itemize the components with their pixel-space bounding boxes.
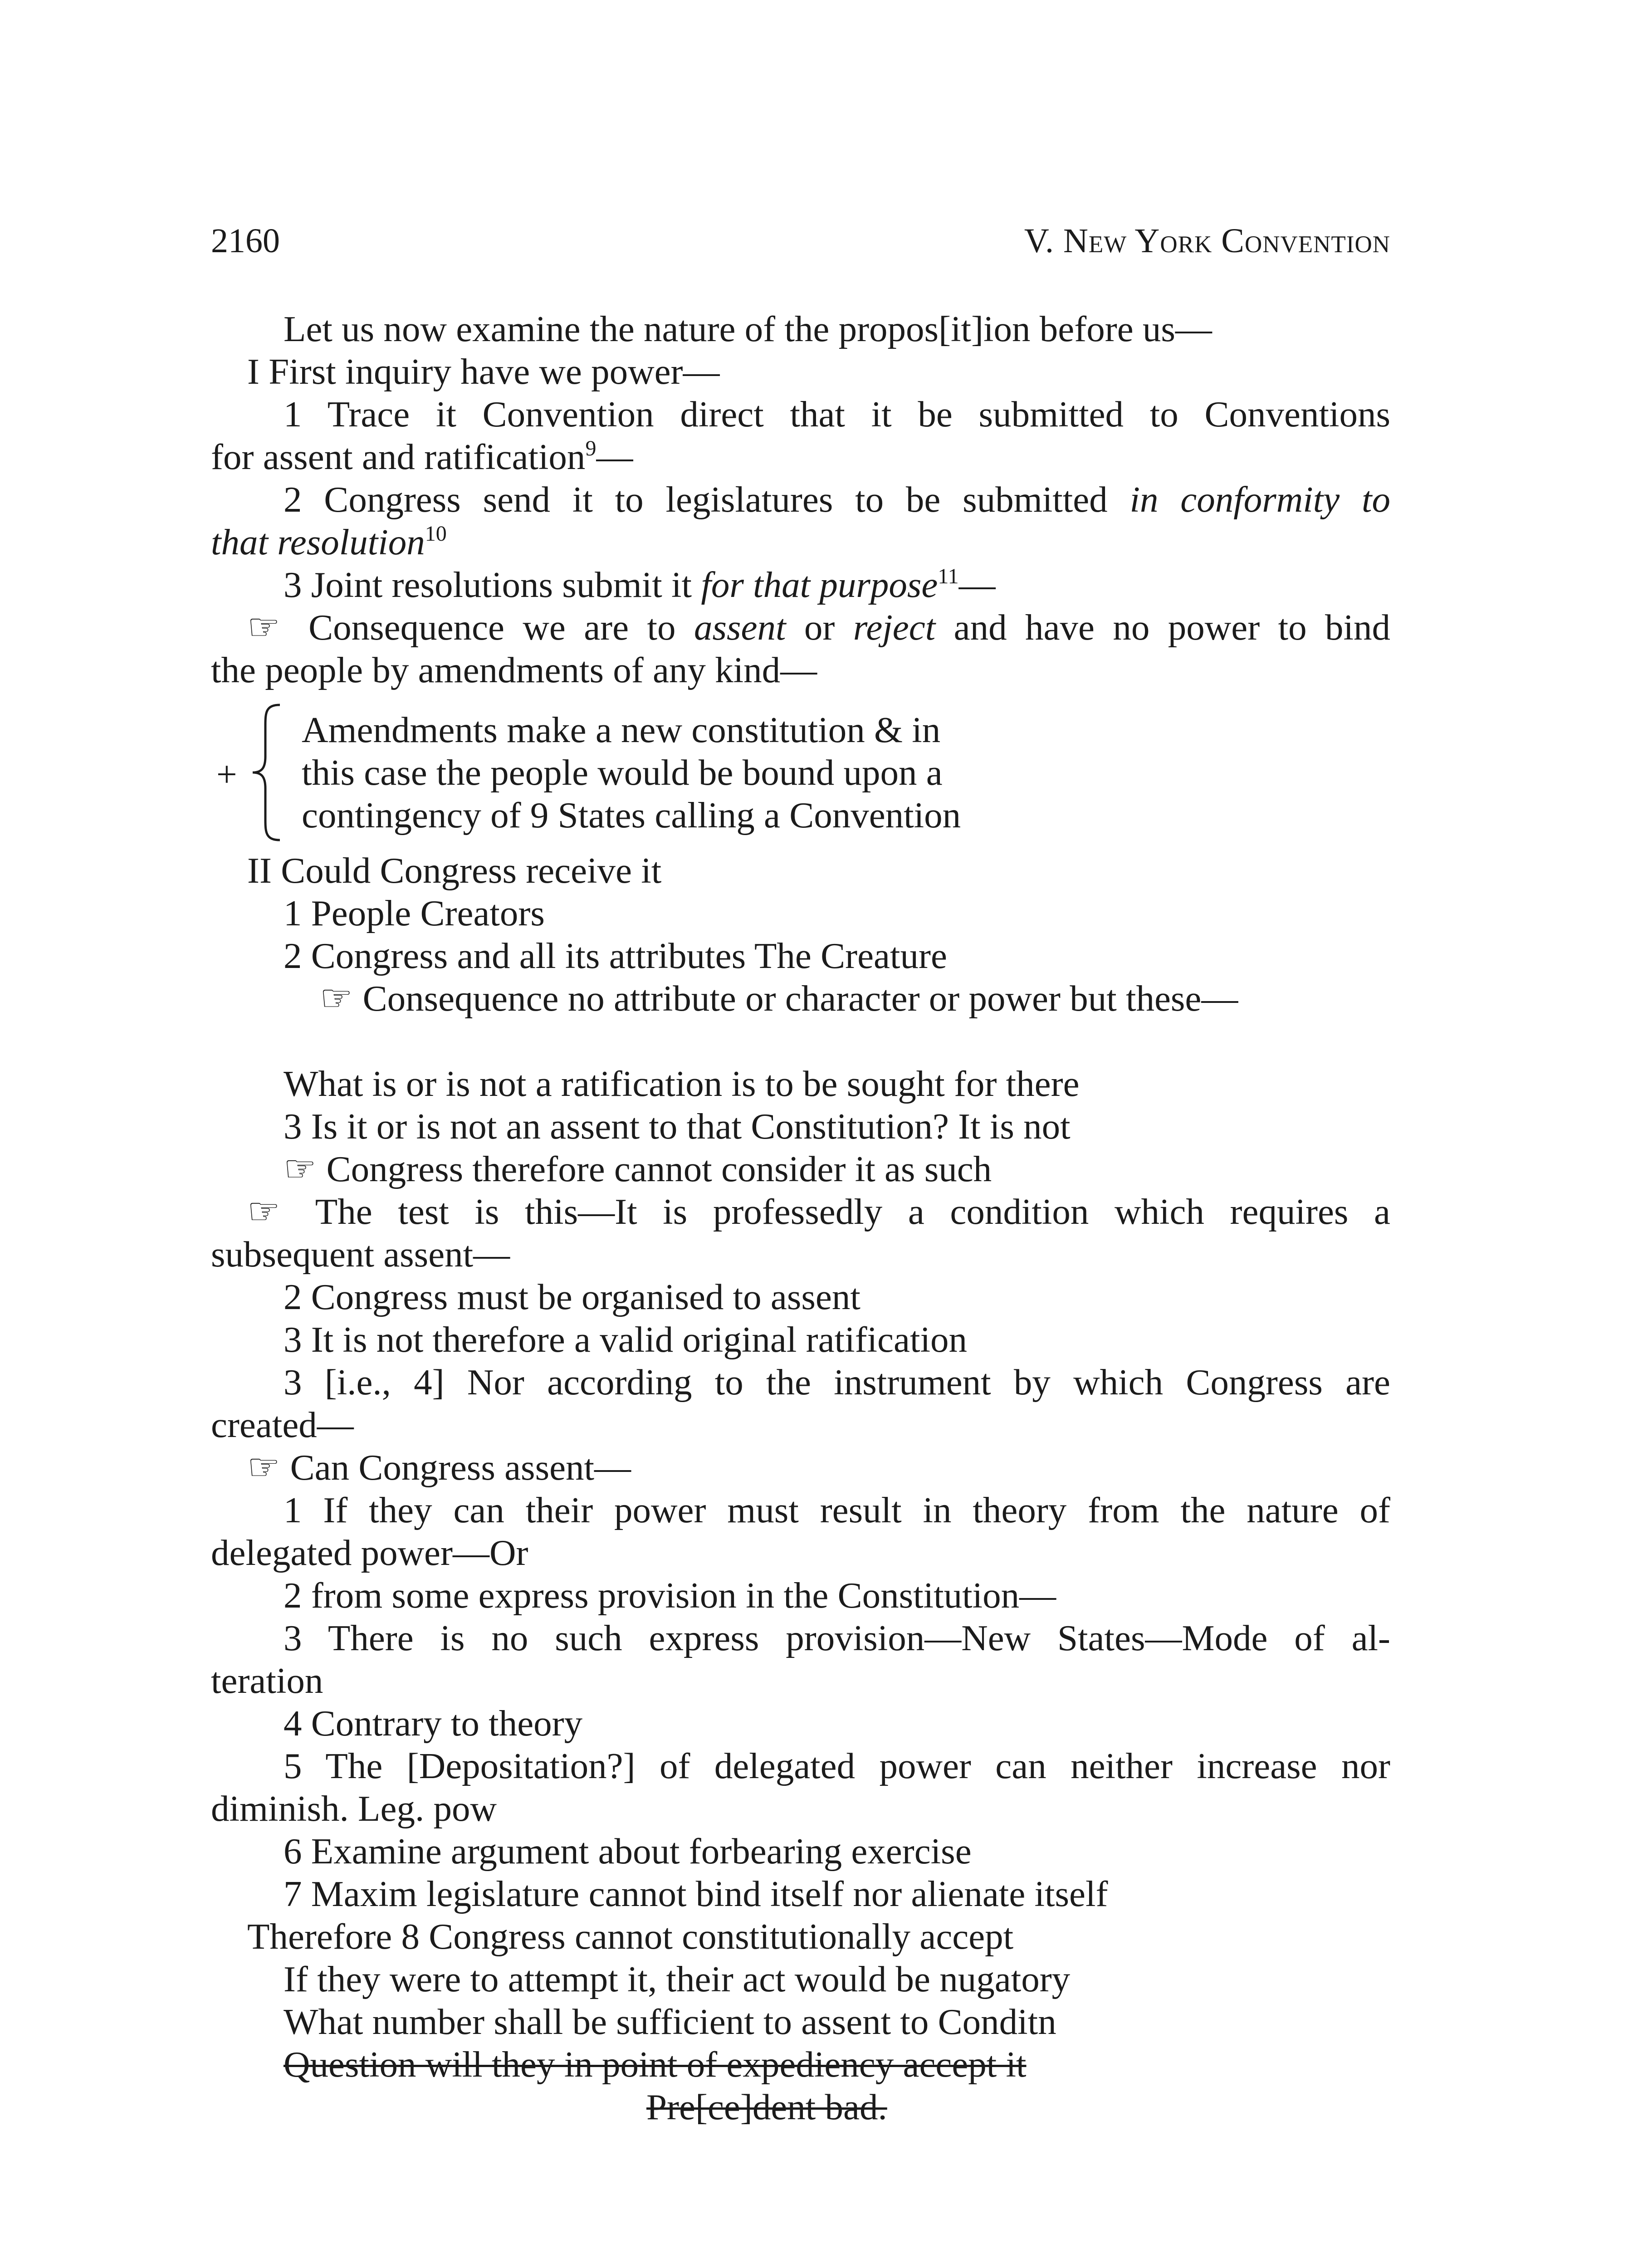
- struck-text-line: Pre[ce]dent bad.: [646, 2087, 887, 2127]
- plus-mark: +: [216, 754, 237, 795]
- text-line: 6 Examine argument about forbearing exercise: [284, 1831, 972, 1872]
- text-line: 3 Is it or is not an assent to that Constitution? It is not: [284, 1106, 1071, 1147]
- text-line: 3 It is not therefore a valid original ratification: [284, 1319, 967, 1360]
- text-line: Therefore 8 Congress cannot constitutionally accept: [247, 1916, 1014, 1957]
- text-line: What number shall be sufficient to assent to Conditn: [284, 2001, 1056, 2042]
- curly-brace-icon: [248, 702, 289, 843]
- text-line: that resolution$^{10}$: [211, 522, 447, 562]
- text-line: I First inquiry have we power—: [247, 351, 720, 392]
- pointing-hand-icon: ☞: [284, 1149, 317, 1189]
- pointing-hand-icon: ☞: [247, 1191, 280, 1232]
- text-line: ☞ Consequence we are to assent or reject and have no power to bind: [247, 607, 1391, 648]
- text-line: 4 Contrary to theory: [284, 1703, 583, 1744]
- pointing-hand-icon: ☞: [247, 1447, 280, 1488]
- text-line: ☞ Can Congress assent—: [247, 1447, 631, 1488]
- brace-text-line: contingency of 9 States calling a Convention: [302, 795, 961, 836]
- text-line: 5 The [Depositation?] of delegated power can neither increase nor: [284, 1745, 1390, 1786]
- text-line: delegated power—Or: [211, 1532, 528, 1573]
- text-line: for assent and ratification$^9$—: [211, 436, 633, 477]
- text-line: 1 People Creators: [284, 893, 545, 934]
- running-head: V. New York Convention: [1024, 222, 1390, 260]
- page-header: [211, 221, 1390, 262]
- text-line: ☞ Congress therefore cannot consider it as such: [284, 1149, 992, 1189]
- text-line: 3 There is no such express provision—New States—Mode of al-: [284, 1618, 1390, 1658]
- text-line: Let us now examine the nature of the propos[it]ion before us—: [284, 308, 1212, 349]
- footnote-ref: 10: [425, 522, 447, 546]
- text-line: What is or is not a ratification is to be sought for there: [284, 1063, 1080, 1104]
- text-line: the people by amendments of any kind—: [211, 650, 817, 690]
- pointing-hand-icon: ☞: [247, 607, 280, 648]
- text-line: 2 from some express provision in the Constitution—: [284, 1575, 1056, 1616]
- text-line: 2 Congress and all its attributes The Creature: [284, 935, 947, 976]
- text-line: ☞ The test is this—It is professedly a condition which requires a: [247, 1191, 1390, 1232]
- text-line: II Could Congress receive it: [247, 850, 662, 891]
- text-line: created—: [211, 1404, 354, 1445]
- text-line: 3 Joint resolutions submit it for that purpose$^{11}$—: [284, 564, 996, 605]
- text-line: 1 If they can their power must result in theory from the nature of: [284, 1490, 1390, 1530]
- text-line: 3 [i.e., 4] Nor according to the instrument by which Congress are: [284, 1362, 1390, 1403]
- footnote-ref: 11: [938, 564, 959, 588]
- text-line: 1 Trace it Convention direct that it be submitted to Conventions: [284, 394, 1390, 435]
- text-line: subsequent assent—: [211, 1234, 510, 1275]
- text-line: If they were to attempt it, their act would be nugatory: [284, 1959, 1071, 1999]
- page-number: 2160: [211, 222, 280, 260]
- text-line: 7 Maxim legislature cannot bind itself nor alienate itself: [284, 1873, 1108, 1914]
- struck-text-line: Question will they in point of expediency accept it: [284, 2044, 1027, 2085]
- text-line: 2 Congress must be organised to assent: [284, 1276, 861, 1317]
- brace-text-line: Amendments make a new constitution & in: [302, 709, 941, 750]
- brace-text-line: this case the people would be bound upon a: [302, 752, 943, 793]
- text-line: ☞ Consequence no attribute or character or power but these—: [320, 978, 1238, 1019]
- text-line: diminish. Leg. pow: [211, 1788, 497, 1829]
- text-line: teration: [211, 1660, 323, 1701]
- braced-annotation: [211, 702, 1390, 843]
- footnote-ref: 9: [585, 436, 596, 460]
- text-line: 2 Congress send it to legislatures to be submitted in conformity to: [284, 479, 1390, 520]
- pointing-hand-icon: ☞: [320, 978, 353, 1019]
